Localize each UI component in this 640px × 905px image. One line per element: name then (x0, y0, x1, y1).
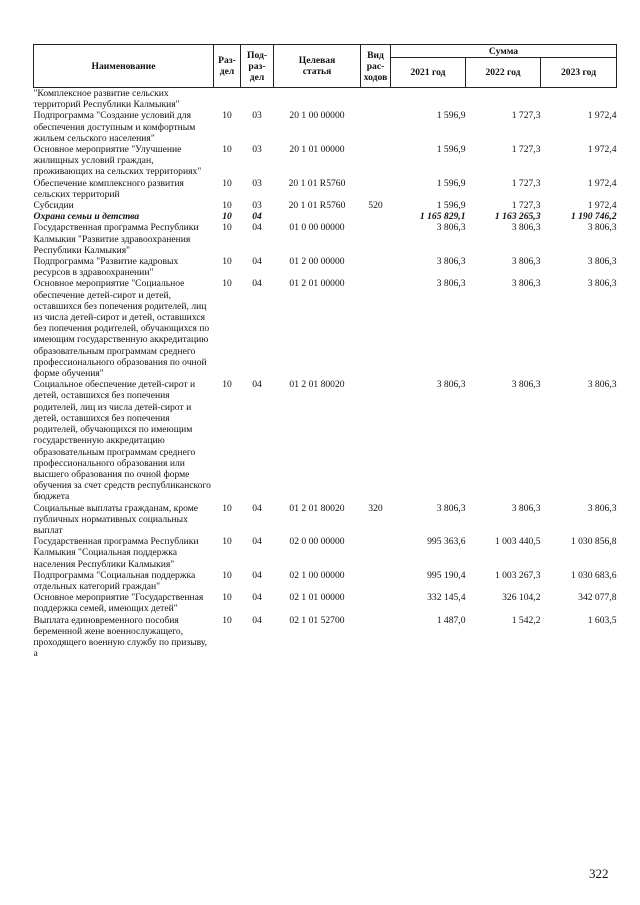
row-vid (361, 615, 391, 660)
row-value-2022: 1 003 267,3 (494, 569, 541, 581)
row-value-2021: 1 596,9 (436, 177, 466, 189)
row-name: Основное мероприятие "Государственная поддержка семей, имеющих детей" (33, 592, 204, 615)
table-row (34, 110, 617, 144)
row-value-2021: 1 165 829,1 (419, 211, 466, 223)
row-value-2021: 1 596,9 (436, 144, 466, 156)
row-razdel: 10 (222, 256, 232, 268)
table-header (34, 45, 617, 88)
row-value-2021 (391, 88, 466, 111)
header-name: Наименование (34, 45, 214, 88)
row-name: Основное мероприятие "Социальное обеспечение детей-сирот и детей, оставшихся без попечения родителей, лиц из числа детей-сирот и детей, оставшихся без попечения родителей, обучающихся по имеющим государственную аккредитацию образовательным программам среднего профессионального образования по очной форме обучения" (33, 278, 210, 380)
row-podrazdel: 04 (252, 569, 262, 581)
row-razdel: 10 (222, 536, 232, 548)
row-vid: 320 (368, 502, 383, 514)
table-row (34, 256, 617, 278)
row-name: Субсидии (33, 200, 74, 212)
row-vid (361, 570, 391, 592)
row-target (274, 211, 361, 222)
row-podrazdel: 03 (252, 144, 262, 156)
row-value-2021: 1 596,9 (436, 200, 466, 212)
row-value-2022: 3 806,3 (511, 222, 541, 234)
row-podrazdel: 04 (252, 592, 262, 604)
row-name: Подпрограмма "Создание условий для обеспечения доступным и комфортным жильем сельского населения" (33, 110, 196, 144)
row-value-2021: 3 806,3 (436, 379, 466, 391)
header-2021: 2021 год (391, 58, 466, 88)
row-value-2023: 1 030 856,8 (570, 536, 617, 548)
row-vid (361, 536, 391, 570)
row-target: 20 1 00 00000 (289, 110, 345, 122)
row-target: 20 1 01 00000 (289, 144, 345, 156)
row-razdel: 10 (222, 177, 232, 189)
table-row (34, 178, 617, 200)
row-value-2023: 3 806,3 (587, 379, 617, 391)
row-value-2022: 1 542,2 (511, 614, 541, 626)
row-value-2021: 3 806,3 (436, 222, 466, 234)
table-row (34, 503, 617, 537)
row-value-2022: 3 806,3 (511, 502, 541, 514)
page-number: 322 (589, 866, 609, 881)
header-2022: 2022 год (466, 58, 541, 88)
row-value-2023: 1 972,4 (587, 110, 617, 122)
row-name: Выплата единовременного пособия беременной жене военнослужащего, проходящего военную службу по призыву, а (33, 614, 208, 660)
row-target (274, 88, 361, 111)
row-vid (361, 222, 391, 256)
row-name: Обеспечение комплексного развития сельских территорий (33, 177, 184, 200)
table-row (34, 570, 617, 592)
row-target: 02 1 01 52700 (289, 614, 345, 626)
row-name: Подпрограмма "Социальная поддержка отдельных категорий граждан" (33, 569, 196, 592)
row-razdel: 10 (222, 614, 232, 626)
budget-table (33, 44, 617, 659)
row-razdel: 10 (222, 222, 232, 234)
row-name: Подпрограмма "Развитие кадровых ресурсов в здравоохранении" (33, 256, 179, 279)
row-podrazdel: 04 (252, 502, 262, 514)
row-value-2021: 1 487,0 (436, 614, 466, 626)
row-vid (361, 144, 391, 178)
row-target: 20 1 01 R5760 (288, 200, 346, 212)
row-value-2022: 3 806,3 (511, 379, 541, 391)
table-row (34, 144, 617, 178)
row-target: 02 0 00 00000 (289, 536, 345, 548)
row-target: 02 1 00 00000 (289, 569, 345, 581)
row-name: Государственная программа Республики Калмыкия "Социальная поддержка населения Республики Калмыкия" (33, 536, 199, 570)
header-razdel: Раз- дел (214, 45, 241, 88)
table-row (34, 592, 617, 614)
row-podrazdel: 04 (252, 256, 262, 268)
row-value-2022: 3 806,3 (511, 256, 541, 268)
table-row (34, 615, 617, 660)
row-target: 01 2 01 80020 (289, 379, 345, 391)
row-value-2021: 995 363,6 (427, 536, 466, 548)
row-target: 01 0 00 00000 (289, 222, 345, 234)
row-value-2021: 995 190,4 (427, 569, 466, 581)
row-value-2022 (466, 88, 541, 111)
row-podrazdel: 04 (252, 536, 262, 548)
row-value-2022: 3 806,3 (511, 278, 541, 290)
row-value-2023: 3 806,3 (587, 502, 617, 514)
row-value-2022: 1 003 440,5 (494, 536, 541, 548)
row-razdel: 10 (222, 569, 232, 581)
row-vid (361, 88, 391, 111)
row-razdel: 10 (222, 144, 232, 156)
row-razdel: 10 (222, 379, 232, 391)
row-value-2021: 3 806,3 (436, 278, 466, 290)
row-value-2021: 1 596,9 (436, 110, 466, 122)
row-value-2023 (541, 88, 617, 111)
row-vid (361, 256, 391, 278)
table-row (34, 536, 617, 570)
row-value-2021: 3 806,3 (436, 256, 466, 268)
row-razdel: 10 (222, 278, 232, 290)
row-vid (361, 379, 391, 502)
row-podrazdel: 04 (252, 278, 262, 290)
row-value-2022: 1 727,3 (511, 177, 541, 189)
row-vid: 520 (368, 200, 383, 212)
row-value-2023: 3 806,3 (587, 256, 617, 268)
header-podrazdel: Под- раз- дел (241, 45, 274, 88)
row-vid (361, 178, 391, 200)
header-2023: 2023 год (541, 58, 617, 88)
row-vid (361, 278, 391, 379)
table-body (34, 88, 617, 660)
header-vid: Вид рас- ходов (361, 45, 391, 88)
row-razdel: 10 (222, 110, 232, 122)
row-value-2023: 3 806,3 (587, 278, 617, 290)
row-target: 01 2 01 00000 (289, 278, 345, 290)
row-podrazdel: 03 (252, 200, 262, 212)
row-razdel (214, 88, 241, 111)
row-value-2023: 1 190 746,2 (570, 211, 617, 223)
row-podrazdel: 03 (252, 110, 262, 122)
row-value-2022: 1 727,3 (511, 200, 541, 212)
table-row (34, 88, 617, 111)
row-razdel: 10 (222, 211, 232, 223)
row-vid (361, 211, 391, 222)
row-name: "Комплексное развитие сельских территорий Республики Калмыкия" (33, 88, 180, 111)
row-target: 01 2 00 00000 (289, 256, 345, 268)
table-row (34, 278, 617, 379)
row-target: 02 1 01 00000 (289, 592, 345, 604)
row-podrazdel: 04 (252, 614, 262, 626)
header-sum: Сумма (391, 45, 617, 58)
header-target: Целевая статья (274, 45, 361, 88)
row-value-2021: 332 145,4 (427, 592, 466, 604)
table-row (34, 222, 617, 256)
row-value-2022: 1 727,3 (511, 110, 541, 122)
row-value-2021: 3 806,3 (436, 502, 466, 514)
row-value-2023: 1 972,4 (587, 200, 617, 212)
row-vid (361, 110, 391, 144)
row-value-2023: 1 603,5 (587, 614, 617, 626)
row-value-2023: 1 030 683,6 (570, 569, 617, 581)
table-row (34, 211, 617, 222)
row-value-2022: 1 727,3 (511, 144, 541, 156)
row-name: Государственная программа Республики Калмыкия "Развитие здравоохранения Республики Калмыкия" (33, 222, 199, 256)
row-target: 01 2 01 80020 (289, 502, 345, 514)
row-value-2023: 1 972,4 (587, 177, 617, 189)
row-value-2022: 326 104,2 (502, 592, 541, 604)
row-razdel: 10 (222, 200, 232, 212)
row-name: Основное мероприятие "Улучшение жилищных условий граждан, проживающих на сельских территориях" (33, 144, 202, 178)
row-name: Социальные выплаты гражданам, кроме публичных нормативных социальных выплат (33, 502, 199, 536)
row-value-2022: 1 163 265,3 (494, 211, 541, 223)
table-row (34, 379, 617, 502)
row-value-2023: 1 972,4 (587, 144, 617, 156)
row-razdel: 10 (222, 592, 232, 604)
table-row (34, 200, 617, 211)
row-podrazdel (241, 88, 274, 111)
row-vid (361, 592, 391, 614)
row-razdel: 10 (222, 502, 232, 514)
row-value-2023: 342 077,8 (578, 592, 617, 604)
row-podrazdel: 04 (252, 211, 262, 223)
row-podrazdel: 04 (252, 379, 262, 391)
row-name: Социальное обеспечение детей-сирот и детей, оставшихся без попечения родителей, лиц из числа детей-сирот и детей, оставшихся без попечения родителей, обучающихся по имеющим государственную аккредитацию образовательным программам среднего профессионального образования или высшего образования по очной форме обучения за счет средств республиканского бюджета (33, 379, 211, 503)
row-name: Охрана семьи и детства (33, 211, 140, 223)
row-target: 20 1 01 R5760 (288, 177, 346, 189)
row-podrazdel: 03 (252, 177, 262, 189)
row-value-2023: 3 806,3 (587, 222, 617, 234)
row-podrazdel: 04 (252, 222, 262, 234)
